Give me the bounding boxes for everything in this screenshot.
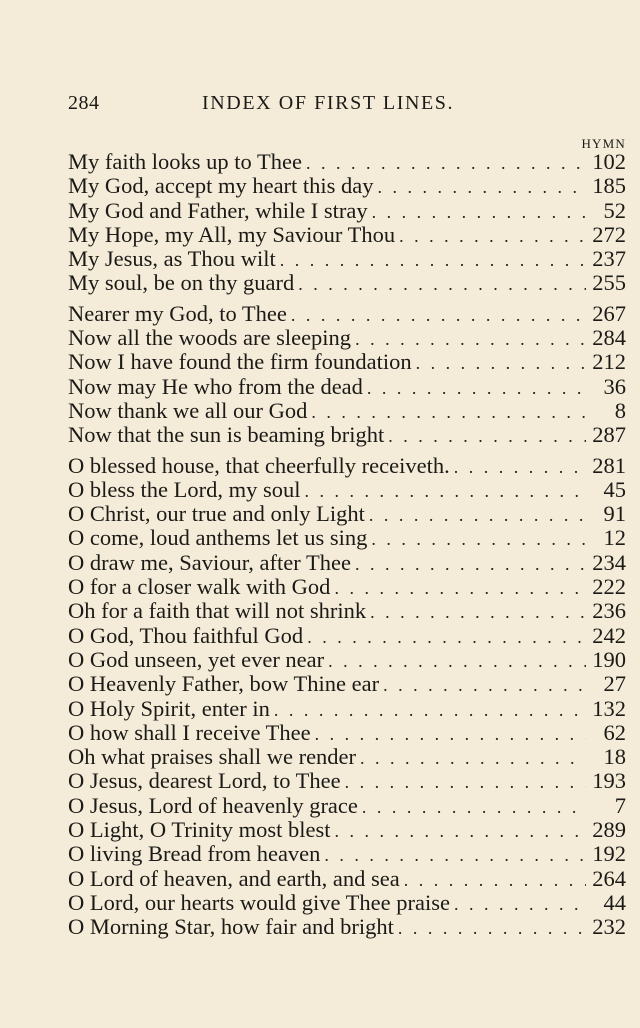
index-entry — [68, 150, 626, 174]
hymn-number: 52 — [603, 197, 626, 223]
page-number: 284 — [68, 92, 100, 114]
dot-leader — [315, 722, 586, 746]
dot-leader — [416, 351, 586, 375]
index-entry — [68, 551, 626, 575]
hymn-number: 222 — [592, 574, 626, 600]
hymn-number: 91 — [603, 501, 626, 527]
first-line-text: Nearer my God, to Thee — [68, 300, 287, 326]
hymn-number: 284 — [592, 325, 626, 351]
first-line-text: O how shall I receive Thee — [68, 719, 311, 745]
hymn-number: 185 — [592, 173, 626, 199]
hymn-number: 7 — [614, 792, 626, 818]
index-entry — [68, 842, 626, 866]
hymn-number: 242 — [592, 622, 626, 648]
hymn-number: 267 — [592, 300, 626, 326]
hymn-number: 236 — [592, 598, 626, 624]
index-entry — [68, 769, 626, 793]
first-line-text: O come, loud anthems let us sing — [68, 525, 368, 551]
first-line-text: O Heavenly Father, bow Thine ear — [68, 671, 380, 697]
dot-leader — [280, 248, 586, 272]
first-line-text: O Jesus, Lord of heavenly grace — [68, 792, 358, 818]
first-line-text: Now I have found the firm foundation — [68, 349, 412, 375]
first-line-text: O Light, O Trinity most blest — [68, 817, 331, 843]
first-line-text: Now that the sun is beaming bright — [68, 422, 385, 448]
first-line-text: O Jesus, dearest Lord, to Thee — [68, 768, 341, 794]
index-entry — [68, 624, 626, 648]
hymn-number: 62 — [603, 719, 626, 745]
dot-leader — [291, 303, 586, 327]
dot-leader — [372, 200, 586, 224]
first-line-text: Now may He who from the dead — [68, 373, 363, 399]
hymn-number: 289 — [592, 817, 626, 843]
page-title: INDEX OF FIRST LINES. — [202, 92, 455, 114]
hymn-number: 272 — [592, 221, 626, 247]
hymn-number: 27 — [603, 671, 626, 697]
index-entry — [68, 915, 626, 939]
index-entry — [68, 794, 626, 818]
index-entry — [68, 199, 626, 223]
hymn-number: 44 — [603, 889, 626, 915]
index-entry — [68, 375, 626, 399]
dot-leader — [304, 479, 586, 503]
dot-leader — [311, 400, 586, 424]
index-entry — [68, 302, 626, 326]
first-line-text: Now all the woods are sleeping — [68, 325, 352, 351]
index-entry — [68, 818, 626, 842]
hymn-number: 102 — [592, 149, 626, 174]
dot-leader — [362, 795, 586, 819]
first-line-text: O Christ, our true and only Light — [68, 501, 365, 527]
index-entry — [68, 599, 626, 623]
index-entry — [68, 223, 626, 247]
index-entry — [68, 399, 626, 423]
dot-leader — [370, 600, 586, 624]
first-line-text: O blessed house, that cheerfully receiveth. — [68, 452, 450, 478]
index-entry — [68, 454, 626, 478]
dot-leader — [378, 175, 586, 199]
hymn-number: 45 — [603, 476, 626, 502]
dot-leader — [360, 746, 586, 770]
first-line-text: O Holy Spirit, enter in — [68, 695, 270, 721]
first-line-text: O Lord, our hearts would give Thee praise — [68, 889, 450, 915]
index-entry — [68, 867, 626, 891]
first-lines-index — [68, 150, 626, 940]
dot-leader — [355, 552, 586, 576]
index-entry — [68, 697, 626, 721]
first-line-text: O Morning Star, how fair and bright — [68, 914, 394, 940]
hymn-number: 234 — [592, 549, 626, 575]
hymn-number: 287 — [592, 422, 626, 448]
hymn-number: 36 — [603, 373, 626, 399]
first-line-text: O God, Thou faithful God — [68, 622, 304, 648]
dot-leader — [454, 892, 586, 916]
first-line-text: O for a closer walk with God — [68, 574, 331, 600]
hymn-number: 190 — [592, 646, 626, 672]
index-entry — [68, 745, 626, 769]
hymn-number: 8 — [614, 397, 626, 423]
dot-leader — [355, 327, 586, 351]
first-line-text: My Hope, my All, my Saviour Thou — [68, 221, 396, 247]
hymn-number: 212 — [592, 349, 626, 375]
index-entry — [68, 271, 626, 295]
dot-leader — [369, 503, 586, 527]
first-line-text: My God, accept my heart this day — [68, 173, 374, 199]
dot-leader — [298, 272, 586, 296]
dot-leader — [371, 527, 586, 551]
page-header — [68, 92, 628, 122]
hymn-number: 255 — [592, 270, 626, 296]
dot-leader — [398, 916, 586, 940]
first-line-text: O living Bread from heaven — [68, 841, 321, 867]
dot-leader — [454, 455, 586, 479]
index-entry — [68, 891, 626, 915]
dot-leader — [274, 698, 586, 722]
first-line-text: My faith looks up to Thee — [68, 149, 302, 174]
first-line-text: O Lord of heaven, and earth, and sea — [68, 865, 400, 891]
index-entry — [68, 247, 626, 271]
first-line-text: Now thank we all our God — [68, 397, 308, 423]
first-line-text: O draw me, Saviour, after Thee — [68, 549, 351, 575]
dot-leader — [345, 770, 586, 794]
first-line-text: My soul, be on thy guard — [68, 270, 295, 296]
hymn-number: 264 — [592, 865, 626, 891]
hymn-number: 18 — [603, 744, 626, 770]
index-entry — [68, 672, 626, 696]
first-line-text: O God unseen, yet ever near — [68, 646, 325, 672]
hymn-number: 237 — [592, 246, 626, 272]
dot-leader — [388, 424, 586, 448]
dot-leader — [324, 843, 586, 867]
dot-leader — [307, 625, 586, 649]
first-line-text: Oh for a faith that will not shrink — [68, 598, 367, 624]
dot-leader — [334, 576, 586, 600]
first-line-text: My God and Father, while I stray — [68, 197, 368, 223]
dot-leader — [335, 819, 586, 843]
index-entry — [68, 423, 626, 447]
index-entry — [68, 502, 626, 526]
index-entry — [68, 326, 626, 350]
first-line-text: My Jesus, as Thou wilt — [68, 246, 276, 272]
hymn-number: 281 — [592, 452, 626, 478]
index-entry — [68, 350, 626, 374]
index-entry — [68, 721, 626, 745]
hymn-number: 193 — [592, 768, 626, 794]
hymn-number: 132 — [592, 695, 626, 721]
dot-leader — [399, 224, 586, 248]
hymn-number: 12 — [603, 525, 626, 551]
index-entry — [68, 478, 626, 502]
dot-leader — [306, 151, 586, 175]
dot-leader — [328, 649, 586, 673]
dot-leader — [367, 376, 586, 400]
hymn-number: 232 — [592, 914, 626, 940]
dot-leader — [383, 673, 586, 697]
index-entry — [68, 174, 626, 198]
hymn-column-label: HYMN — [581, 136, 626, 151]
first-line-text: O bless the Lord, my soul — [68, 476, 301, 502]
hymn-number: 192 — [592, 841, 626, 867]
dot-leader — [404, 868, 586, 892]
index-entry — [68, 526, 626, 550]
index-entry — [68, 575, 626, 599]
first-line-text: Oh what praises shall we render — [68, 744, 357, 770]
index-entry — [68, 648, 626, 672]
